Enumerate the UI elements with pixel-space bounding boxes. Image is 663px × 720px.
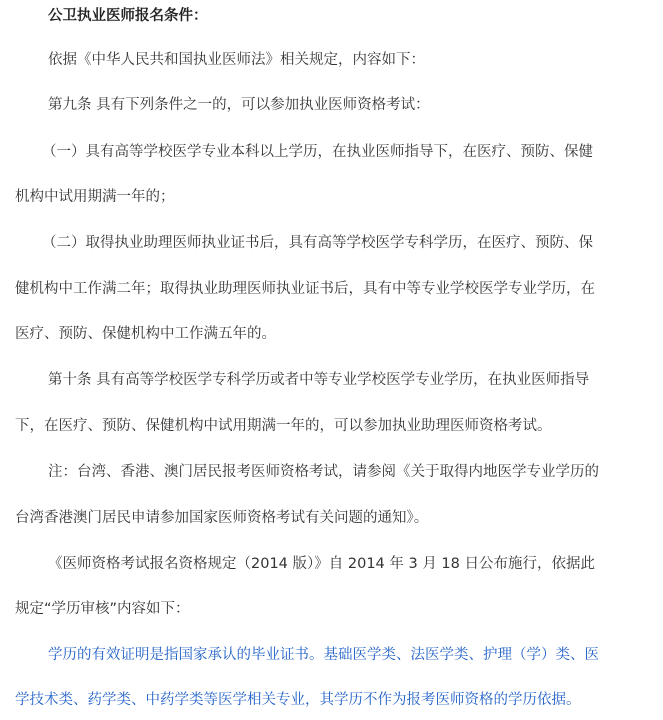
highlight-education-proof-line-1: 学历的有效证明是指国家承认的毕业证书。基础医学类、法医学类、护理（学）类、医 (48, 647, 599, 663)
paragraph-article-9: 第九条 具有下列条件之一的，可以参加执业医师资格考试： (48, 97, 430, 113)
paragraph-2014-rules-line-1: 《医师资格考试报名资格规定（2014 版）》自 2014 年 3 月 18 日公布施行，依据此 (48, 556, 595, 572)
paragraph-law-basis: 依据《中华人民共和国执业医师法》相关规定，内容如下： (48, 52, 425, 68)
paragraph-2014-rules-line-2: 规定“学历审核”内容如下： (15, 601, 190, 617)
section-heading: 公卫执业医师报名条件： (48, 8, 208, 24)
paragraph-item-2-line-2: 健机构中工作满二年；取得执业助理医师执业证书后，具有中等专业学校医学专业学历，在 (15, 281, 595, 297)
paragraph-article-10-line-1: 第十条 具有高等学校医学专科学历或者中等专业学校医学专业学历，在执业医师指导 (48, 372, 590, 388)
paragraph-item-2-line-3: 医疗、预防、保健机构中工作满五年的。 (15, 326, 276, 342)
paragraph-article-10-line-2: 下，在医疗、预防、保健机构中试用期满一年的，可以参加执业助理医师资格考试。 (15, 418, 552, 434)
paragraph-item-1-line-2: 机构中试用期满一年的； (15, 189, 175, 205)
paragraph-item-2-line-1: （二）取得执业助理医师执业证书后，具有高等学校医学专科学历，在医疗、预防、保 (42, 235, 593, 251)
paragraph-note-line-2: 台湾香港澳门居民申请参加国家医师资格考试有关问题的通知》。 (15, 510, 429, 526)
highlight-education-proof-line-2: 学技术类、药学类、中药学类等医学相关专业，其学历不作为报考医师资格的学历依据。 (15, 692, 581, 708)
paragraph-item-1-line-1: （一）具有高等学校医学专业本科以上学历，在执业医师指导下，在医疗、预防、保健 (42, 144, 593, 160)
paragraph-note-line-1: 注：台湾、香港、澳门居民报考医师资格考试，请参阅《关于取得内地医学专业学历的 (48, 464, 599, 480)
